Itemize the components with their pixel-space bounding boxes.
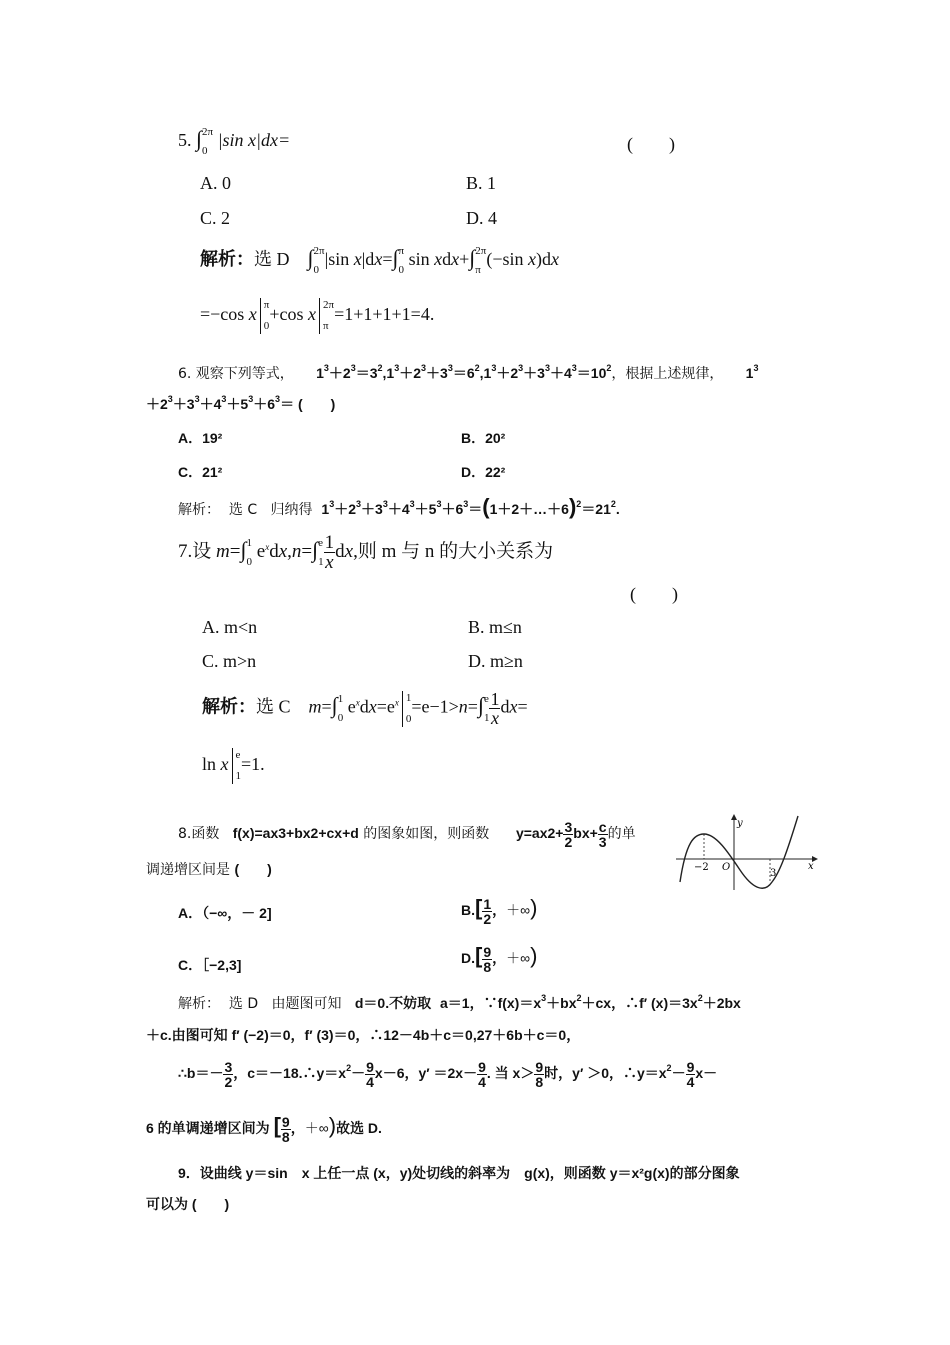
q8-solution-line4: 6 的单调递增区间为 [ $\frac{9}{8}$ ，＋∞)故选 D. <box>146 1113 382 1145</box>
q6-stem-intro: 6. 观察下列等式， <box>178 366 294 382</box>
q6-option-b: B．20² <box>461 430 506 446</box>
tick-label-3: 3 <box>770 868 777 879</box>
solution-label: 解析： <box>200 249 254 269</box>
solution-label: 解析： <box>178 502 220 518</box>
q5-option-a: A. 0 <box>200 173 231 193</box>
q8-solution-line1: 解析： 选 D 由题图可知 d＝0.不妨取 a＝1，$\because f(x)=x^3+bx^2+cx$，∴f′ $(x)=3x^2+2bx$ <box>178 993 741 1012</box>
q8-stem-tail: 调递增区间是 <box>146 862 230 878</box>
q5-option-d: D. 4 <box>466 208 497 228</box>
q6-stem-rule: 根据上述规律， <box>625 366 724 382</box>
q5-number: 5. <box>178 130 192 150</box>
q5-option-c: C. 2 <box>200 208 231 228</box>
origin-label: O <box>722 862 731 873</box>
q6-option-c: C．21² <box>178 464 223 480</box>
q5-solution-line2: =−cos x π 0 +cos x 2π π =1+1+1+1=4. <box>200 299 435 332</box>
solution-choice: 选 C <box>228 502 258 518</box>
q8-option-c: C．［−2,3] <box>178 957 242 973</box>
q8-stem-intro: 8.函数 <box>178 826 220 843</box>
q6-option-a: A．19² <box>178 430 223 446</box>
q7-option-b: B. m≤n <box>468 617 522 637</box>
solution-label: 解析： <box>178 996 220 1012</box>
q8-cubic-graph <box>672 812 820 892</box>
q7-answer-paren: ( ) <box>630 584 678 604</box>
q6-solution: 解析： 选 C 归纳得 $1^3+2^3+3^3+4^3+5^3+6^3=(1+2+\dots+6)^2=21^2$. <box>178 494 620 519</box>
q8-function-y: y=ax2+ <box>515 825 564 842</box>
q5-int-limits: 2π 0 <box>202 125 214 157</box>
tick-label-neg2: −2 <box>694 862 709 873</box>
q9-stem-line1: 9．设曲线 y＝sin x 上任一点 (x，y)处切线的斜率为 g(x)，则函数 y＝x²g(x)的部分图象 <box>178 1165 740 1181</box>
solution-choice: 选 D <box>228 996 259 1012</box>
q8-solution-line2: ＋c.由图可知 f′ (−2)＝0，f′ (3)＝0，∴12－4b＋c＝0,27＋6b＋c＝0， <box>146 1027 581 1043</box>
q7-option-a: A. m<n <box>202 617 258 637</box>
q5-answer-paren: ( ) <box>627 134 675 154</box>
integral-sign: ∫ <box>196 126 203 151</box>
q7-stem-suffix: 则 m 与 n 的大小关系为 <box>357 540 554 562</box>
x-label: x <box>808 861 814 872</box>
q8-function-f: f(x)=ax3+bx2+cx+d <box>232 825 359 842</box>
q6-stem-line1: 6. 观察下列等式， $1^3+2^3=3^2,1^3+2^3+3^3=6^2,1^3+2^3+3^3+4^3=10^2$，根据上述规律， $1^3$ <box>178 363 759 382</box>
q7-option-d: D. m≥n <box>468 651 523 671</box>
q6-induction-text: 归纳得 <box>270 502 313 518</box>
q7-solution-line2: ln x e 1 =1. <box>202 749 265 782</box>
q8-stem-middle: 的图象如图，则函数 <box>363 826 490 843</box>
q8-solution-line3: ∴b＝－ $\frac{3}{2}$ ，$c=-18.\therefore y=x^2-$ $\frac{9}{4}$ x－6，y′ ＝2x－ $\frac{9}{4}$ . 当 x＞ $\frac{9}{8}$ 时，y′ ＞0，$\therefore y=x^2-$ $\frac{9}{4}$ x－ <box>178 1059 718 1090</box>
y-label: y <box>737 818 743 829</box>
q6-option-d: D．22² <box>461 464 506 480</box>
q8-option-a: A．（−∞，－ 2] <box>178 905 272 921</box>
q5-solution-line1: 解析：选 D ∫ 2π 0 |sin x|dx=∫ π 0 sin xdx+∫ 2π π (−sin x)dx <box>200 244 559 276</box>
solution-label: 解析： <box>202 696 256 717</box>
q8-option-d: D.[ $\frac{9}{8}$ ，＋∞) <box>461 943 538 975</box>
q5-option-b: B. 1 <box>466 173 497 193</box>
q7-stem: 7.设 m=∫ 1 0 $e^xdx,n=\int$ e 1 $\frac{1}{x}$ dx,则 m 与 n 的大小关系为 <box>178 532 554 573</box>
q7-solution-line1: 解析：选 C m=∫ 1 0 $e^xdx=e^x$ 1 0 =e−1>n=∫ e 1 $\frac{1}{x}$ dx= <box>202 689 528 728</box>
q8-stem-line1: 8.函数 f(x)=ax3+bx2+cx+d 的图象如图，则函数 y=ax2+ $\frac{3}{2}$ bx+ $\frac{c}{3}$ 的单 <box>178 819 636 850</box>
solution-choice: 选 D <box>254 249 290 269</box>
q7-stem-prefix: 7.设 <box>178 540 212 562</box>
q5-integrand: |sin x|dx= <box>217 130 291 150</box>
solution-choice: 选 C <box>256 696 291 717</box>
q6-stem-line2: $+2^3+3^3+4^3+5^3+6^3=$ ( ) <box>146 394 336 412</box>
q8-stem-line2: 调递增区间是 ( ) <box>146 861 272 878</box>
q7-option-c: C. m>n <box>202 651 257 671</box>
q5-stem <box>178 126 290 157</box>
q9-stem-line2: 可以为 ( ) <box>146 1196 230 1212</box>
q8-option-b: B.[ $\frac{1}{2}$ ，＋∞) <box>461 895 538 927</box>
